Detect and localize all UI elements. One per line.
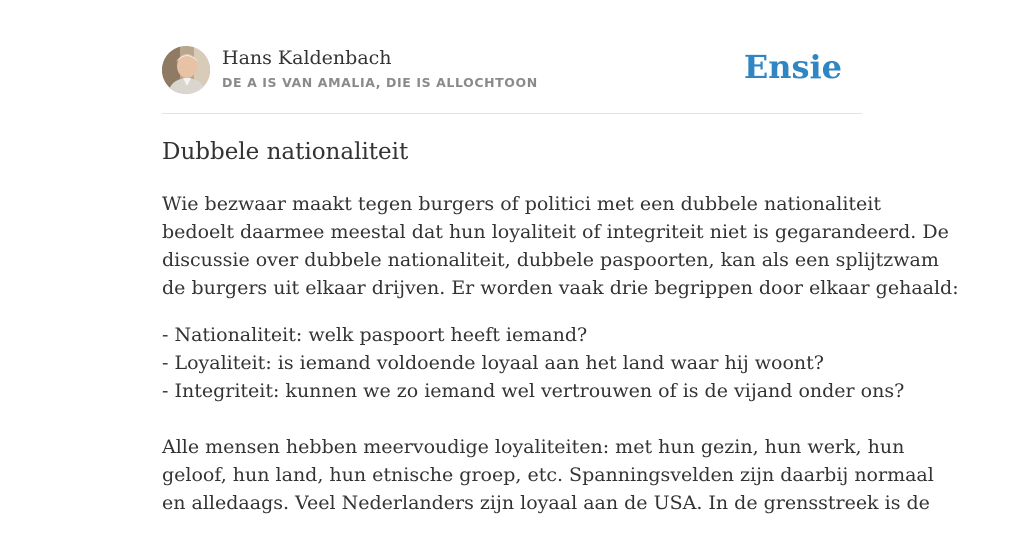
- ensie-logo[interactable]: Ensie: [743, 48, 842, 86]
- author-name[interactable]: Hans Kaldenbach: [222, 47, 392, 69]
- article-paragraph: [162, 433, 934, 517]
- paragraph-line: Alle mensen hebben meervoudige loyaliteiten: met hun gezin, hun werk, hun: [162, 436, 905, 458]
- paragraph-line: geloof, hun land, hun etnische groep, etc. Spanningsvelden zijn daarbij normaal: [162, 464, 934, 486]
- paragraph-line: de burgers uit elkaar drijven. Er worden vaak drie begrippen door elkaar gehaald:: [162, 277, 959, 299]
- article-list: [162, 321, 905, 433]
- article-paragraph: [162, 190, 959, 302]
- author-avatar[interactable]: [162, 46, 210, 94]
- author-photo-icon: [162, 46, 210, 94]
- article-body: [162, 136, 959, 536]
- list-item: - Nationaliteit: welk paspoort heeft iemand?: [162, 324, 588, 346]
- list-item: - Integriteit: kunnen we zo iemand wel vertrouwen of is de vijand onder ons?: [162, 380, 905, 402]
- article-title: Dubbele nationaliteit: [162, 139, 409, 165]
- paragraph-line: bedoelt daarmee meestal dat hun loyaliteit of integriteit niet is gegarandeerd. De: [162, 221, 949, 243]
- header-divider: [162, 113, 862, 114]
- paragraph-line: Wie bezwaar maakt tegen burgers of politici met een dubbele nationaliteit: [162, 193, 881, 215]
- list-item: - Loyaliteit: is iemand voldoende loyaal aan het land waar hij woont?: [162, 352, 824, 374]
- paragraph-line: discussie over dubbele nationaliteit, dubbele paspoorten, kan als een splijtzwam: [162, 249, 939, 271]
- blank-line: [162, 405, 866, 433]
- article-header: [162, 46, 862, 96]
- paragraph-line: en alledaags. Veel Nederlanders zijn loyaal aan de USA. In de grensstreek is de: [162, 492, 930, 514]
- author-subtitle[interactable]: DE A IS VAN AMALIA, DIE IS ALLOCHTOON: [222, 75, 538, 90]
